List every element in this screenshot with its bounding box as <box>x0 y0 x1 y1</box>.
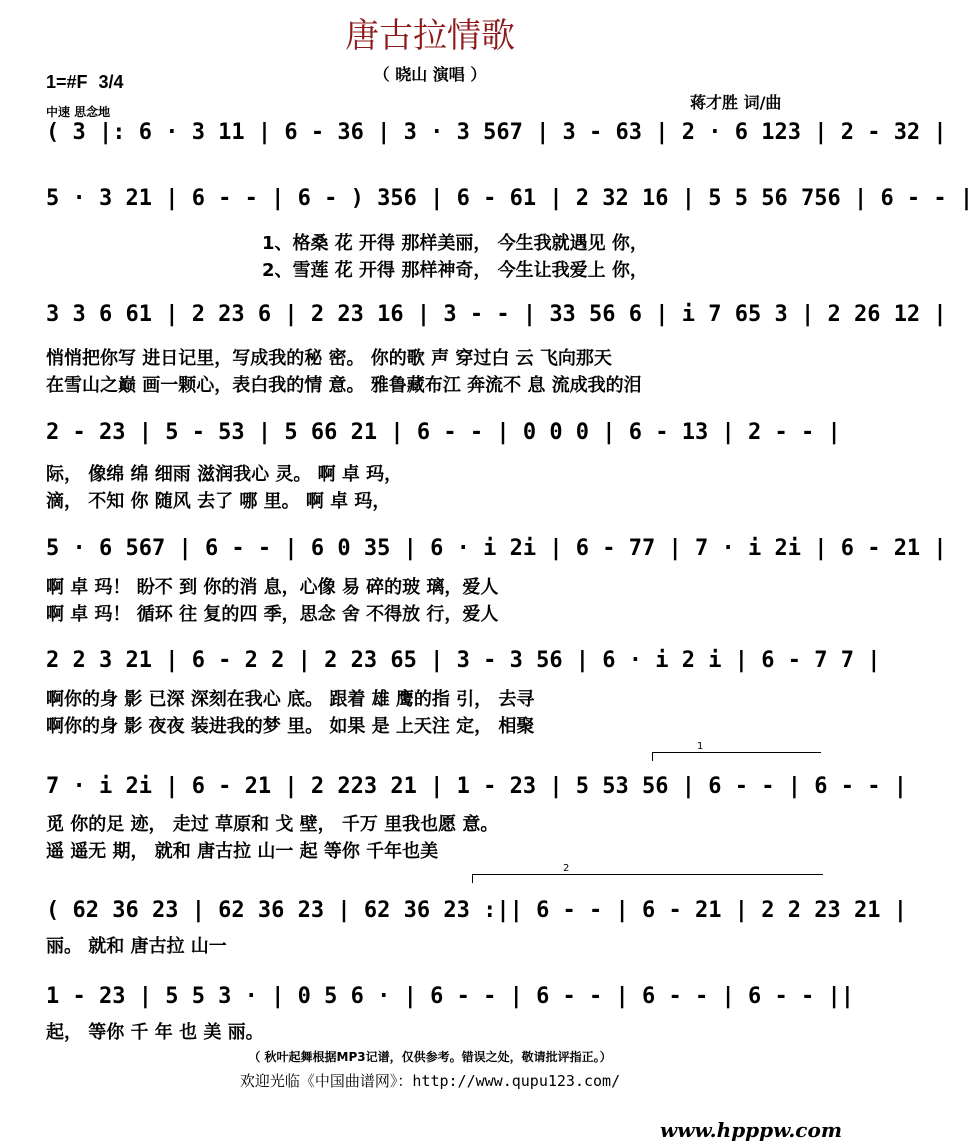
credits: 蒋才胜 词/曲 <box>690 93 782 112</box>
lyrics-line-6-verse-1: 啊你的身 影 已深 深刻在我心 底。 跟着 雄 鹰的指 引， 去寻 <box>46 689 535 710</box>
notation-line-5: 5 · 6 567 | 6 - - | 6 0 35 | 6 · i 2i | 6 - 77 | 7 · i 2i | 6 - 21 | <box>46 536 947 561</box>
notation-line-9: 1 - 23 | 5 5 3 · | 0 5 6 · | 6 - - | 6 - - | 6 - - | 6 - - || <box>46 984 854 1009</box>
volta-bracket-2 <box>472 863 823 883</box>
lyrics-line-6-verse-2: 啊你的身 影 夜夜 装进我的梦 里。 如果 是 上天注 定， 相聚 <box>46 716 535 737</box>
transcription-note: （ 秋叶起舞根据MP3记谱，仅供参考。错误之处，敬请批评指正。） <box>248 1050 612 1064</box>
lyrics-line-5-verse-2: 啊 卓 玛！ 循环 往 复的四 季，思念 舍 不得放 行，爱人 <box>46 604 499 625</box>
lyrics-line-2-verse-1: 1、格桑 花 开得 那样美丽， 今生我就遇见 你， <box>262 233 648 254</box>
key-signature <box>46 72 124 93</box>
lyrics-line-7-verse-1: 觅 你的足 迹， 走过 草原和 戈 壁， 千万 里我也愿 意。 <box>46 814 499 835</box>
lyrics-line-3-verse-1: 悄悄把你写 进日记里，写成我的秘 密。 你的歌 声 穿过白 云 飞向那天 <box>46 348 612 369</box>
volta-bracket-1 <box>652 741 821 761</box>
notation-line-4: 2 - 23 | 5 - 53 | 5 66 21 | 6 - - | 0 0 0 | 6 - 13 | 2 - - | <box>46 420 841 445</box>
key-signature-text: 1=#F <box>46 72 88 92</box>
notation-line-2: 5 · 3 21 | 6 - - | 6 - ) 356 | 6 - 61 | 2 32 16 | 5 5 56 756 | 6 - - | <box>46 186 973 211</box>
volta-number-2: 2 <box>563 863 570 874</box>
time-signature: 3/4 <box>98 72 124 92</box>
site-welcome: 欢迎光临《中国曲谱网》：http://www.qupu123.com/ <box>239 1072 621 1090</box>
volta-number-1: 1 <box>697 741 704 752</box>
tempo-marking: 中速 思念地 <box>46 105 111 119</box>
lyrics-line-4-verse-2: 滴， 不知 你 随风 去了 哪 里。 啊 卓 玛， <box>46 491 391 512</box>
notation-line-1: ( 3 |: 6 · 3 11 | 6 - 36 | 3 · 3 567 | 3 - 63 | 2 · 6 123 | 2 - 32 | <box>46 120 947 145</box>
notation-line-8: ( 62 36 23 | 62 36 23 | 62 36 23 :|| 6 - - | 6 - 21 | 2 2 23 21 | <box>46 898 907 923</box>
lyrics-line-2-verse-2: 2、雪莲 花 开得 那样神奇， 今生让我爱上 你， <box>262 260 648 281</box>
notation-line-7: 7 · i 2i | 6 - 21 | 2 223 21 | 1 - 23 | 5 53 56 | 6 - - | 6 - - | <box>46 774 907 799</box>
lyrics-line-3-verse-2: 在雪山之巅 画一颗心，表白我的情 意。 雅鲁藏布江 奔流不 息 流成我的泪 <box>46 375 642 396</box>
notation-line-3: 3 3 6 61 | 2 23 6 | 2 23 16 | 3 - - | 33 56 6 | i 7 65 3 | 2 26 12 | <box>46 302 947 327</box>
notation-line-6: 2 2 3 21 | 6 - 2 2 | 2 23 65 | 3 - 3 56 | 6 · i 2 i | 6 - 7 7 | <box>46 648 881 673</box>
lyrics-line-9-verse-1: 起， 等你 千 年 也 美 丽。 <box>46 1022 264 1043</box>
lyrics-line-8-verse-1: 丽。 就和 唐古拉 山一 <box>46 936 227 957</box>
lyrics-line-7-verse-2: 遥 遥无 期， 就和 唐古拉 山一 起 等你 千年也美 <box>46 841 439 862</box>
watermark: www.hpppw.com <box>660 1118 842 1142</box>
performer: （ 晓山 演唱 ） <box>373 65 487 84</box>
song-title: 唐古拉情歌 <box>345 16 515 56</box>
lyrics-line-4-verse-1: 际， 像绵 绵 细雨 滋润我心 灵。 啊 卓 玛， <box>46 464 403 485</box>
lyrics-line-5-verse-1: 啊 卓 玛！ 盼不 到 你的消 息，心像 易 碎的玻 璃，爱人 <box>46 577 499 598</box>
